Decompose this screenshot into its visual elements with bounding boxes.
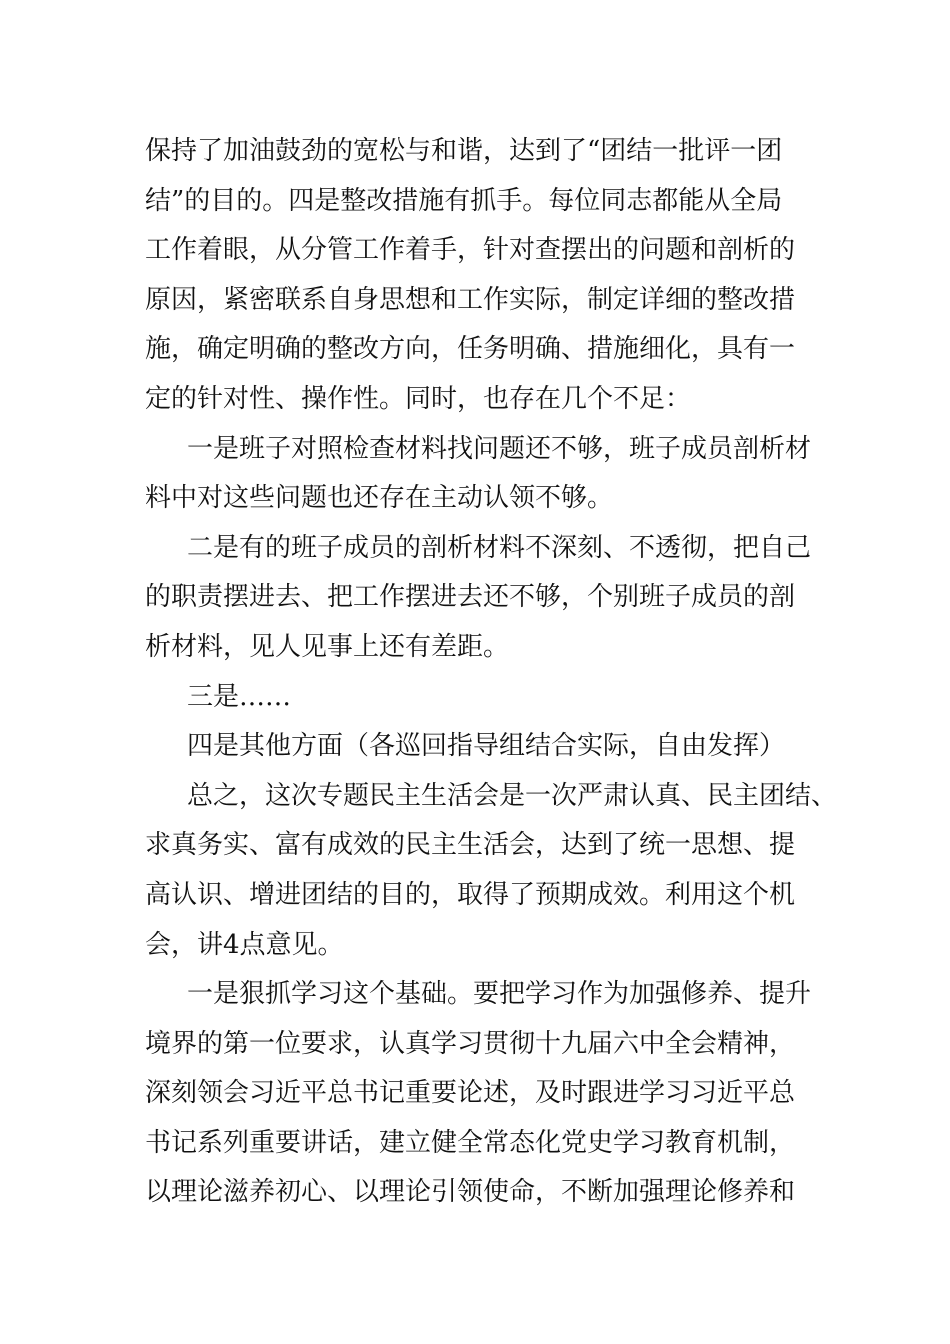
text-line: 保持了加油鼓劲的宽松与和谐，达到了“团结一批评一团: [145, 136, 783, 166]
text-line: 定的针对性、操作性。同时，也存在几个不足：: [145, 383, 692, 414]
text-line: 原因，紧密联系自身思想和工作实际，制定详细的整改措: [145, 284, 796, 315]
text-line: 境界的第一位要求，认真学习贯彻十九届六中全会精神，: [145, 1028, 796, 1059]
text-line: 工作着眼，从分管工作着手，针对查摆出的问题和剖析的: [145, 235, 796, 266]
text-line: 一是班子对照检查材料找问题还不够，班子成员剖析材: [187, 433, 812, 464]
paragraph: [145, 970, 835, 1218]
paragraph: [145, 673, 835, 723]
text-line: 以理论滋养初心、以理论引领使命，不断加强理论修养和: [145, 1177, 796, 1208]
text-line: 深刻领会习近平总书记重要论述，及时跟进学习习近平总: [145, 1078, 796, 1109]
text-line: 一是狠抓学习这个基础。要把学习作为加强修养、提升: [187, 979, 812, 1010]
text-line: 结”的目的。四是整改措施有抓手。每位同志都能从全局: [145, 185, 783, 216]
paragraph: [145, 127, 835, 425]
paragraph: [145, 772, 838, 970]
text-line: 的职责摆进去、把工作摆进去还不够，个别班子成员的剖: [145, 582, 796, 613]
text-line: 三是……: [187, 681, 292, 712]
text-line: 施，确定明确的整改方向，任务明确、措施细化，具有一: [145, 334, 796, 365]
text-line: 书记系列重要讲话，建立健全常态化党史学习教育机制，: [145, 1127, 796, 1158]
text-line: 求真务实、富有成效的民主生活会，达到了统一思想、提: [145, 830, 796, 861]
text-line: 料中对这些问题也还存在主动认领不够。: [145, 483, 614, 514]
text-line: 二是有的班子成员的剖析材料不深刻、不透彻，把自己: [187, 532, 812, 563]
text-line: 会，讲4点意见。: [145, 929, 344, 960]
paragraph: [145, 524, 835, 673]
document-body: [145, 127, 838, 1218]
paragraph: [145, 722, 835, 772]
paragraph: [145, 425, 835, 524]
text-line: 高认识、增进团结的目的，取得了预期成效。利用这个机: [145, 879, 796, 910]
text-line: 析材料，见人见事上还有差距。: [145, 631, 510, 662]
text-line: 四是其他方面（各巡回指导组结合实际，自由发挥）: [187, 731, 786, 762]
text-line: 总之，这次专题民主生活会是一次严肃认真、民主团结、: [187, 780, 838, 811]
